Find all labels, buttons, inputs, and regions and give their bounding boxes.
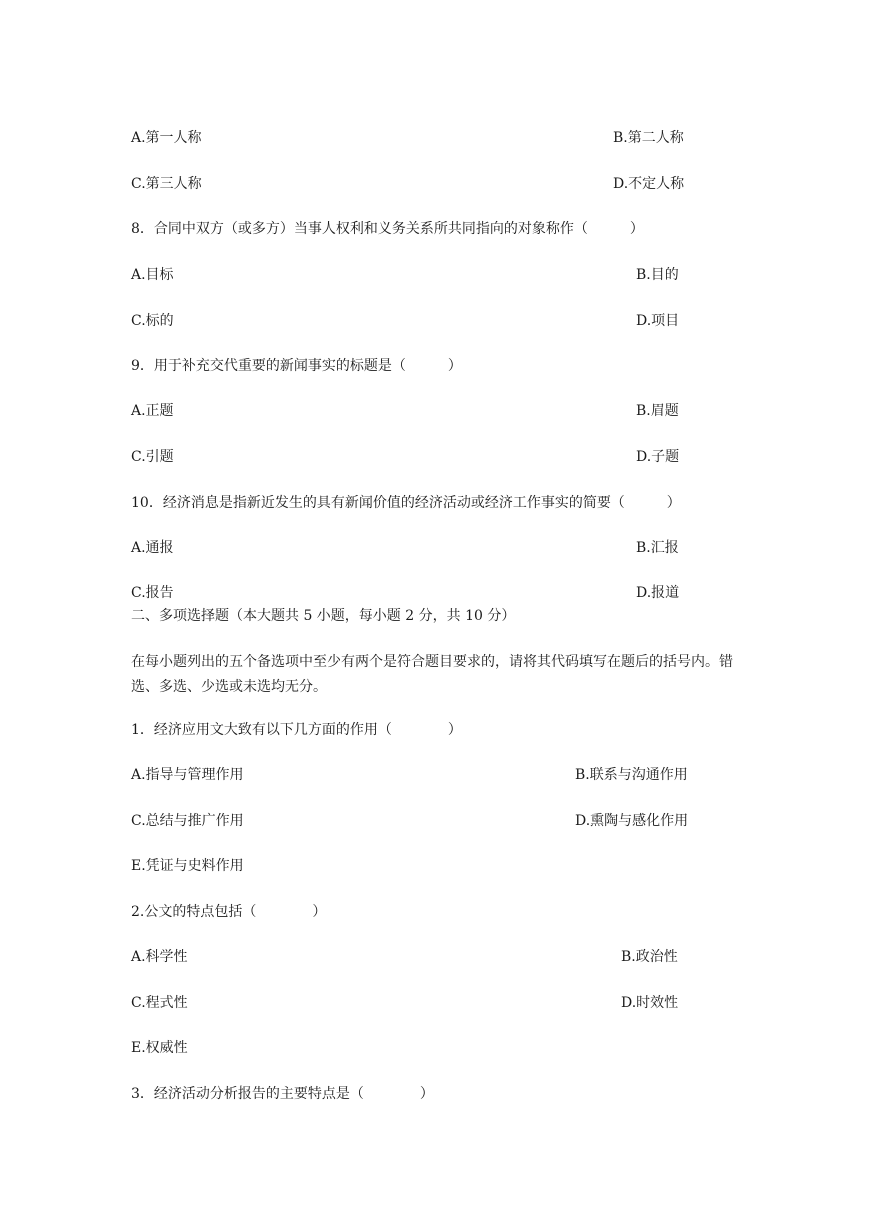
section-2-title: 二、多项选择题（本大题共 5 小题，每小题 2 分，共 10 分）	[131, 608, 516, 624]
mq1-option-b: B.联系与沟通作用	[575, 767, 688, 783]
q8-option-d: D.项目	[636, 313, 680, 329]
q10-option-a: A.通报	[131, 540, 174, 556]
mq3-stem: 3．经济活动分析报告的主要特点是（ ）	[131, 1086, 434, 1102]
q9-option-a: A.正题	[131, 403, 174, 419]
q8-option-a: A.目标	[131, 267, 174, 283]
q8-option-b: B.目的	[636, 267, 679, 283]
q9-stem: 9．用于补充交代重要的新闻事实的标题是（ ）	[131, 358, 462, 374]
q8-option-c: C.标的	[131, 313, 174, 329]
section-2-instructions: 在每小题列出的五个备选项中至少有两个是符合题目要求的，请将其代码填写在题后的括号内。错选、多选、少选或未选均无分。	[131, 654, 733, 695]
q7-option-d: D.不定人称	[613, 176, 685, 192]
q7-option-a: A.第一人称	[131, 130, 202, 146]
q10-stem: 10．经济消息是指新近发生的具有新闻价值的经济活动或经济工作事实的简要（ ）	[131, 495, 681, 511]
q8-stem: 8．合同中双方（或多方）当事人权利和义务关系所共同指向的对象称作（ ）	[131, 221, 644, 237]
q10-option-b: B.汇报	[636, 540, 679, 556]
mq2-option-d: D.时效性	[621, 995, 679, 1011]
q9-option-d: D.子题	[636, 449, 680, 465]
mq1-stem: 1．经济应用文大致有以下几方面的作用（ ）	[131, 722, 462, 738]
mq1-option-d: D.熏陶与感化作用	[575, 813, 689, 829]
q10-option-c: C.报告	[131, 585, 174, 601]
mq2-option-c: C.程式性	[131, 995, 188, 1011]
mq1-option-e: E.凭证与史料作用	[131, 858, 244, 874]
q10-option-d: D.报道	[636, 585, 680, 601]
mq2-option-e: E.权威性	[131, 1040, 188, 1056]
mq2-option-a: A.科学性	[131, 949, 188, 965]
q7-option-b: B.第二人称	[613, 130, 684, 146]
q9-option-b: B.眉题	[636, 403, 679, 419]
q9-option-c: C.引题	[131, 449, 174, 465]
mq2-stem: 2.公文的特点包括（ ）	[131, 904, 327, 920]
q7-option-c: C.第三人称	[131, 176, 202, 192]
mq2-option-b: B.政治性	[621, 949, 678, 965]
mq1-option-a: A.指导与管理作用	[131, 767, 244, 783]
mq1-option-c: C.总结与推广作用	[131, 813, 244, 829]
